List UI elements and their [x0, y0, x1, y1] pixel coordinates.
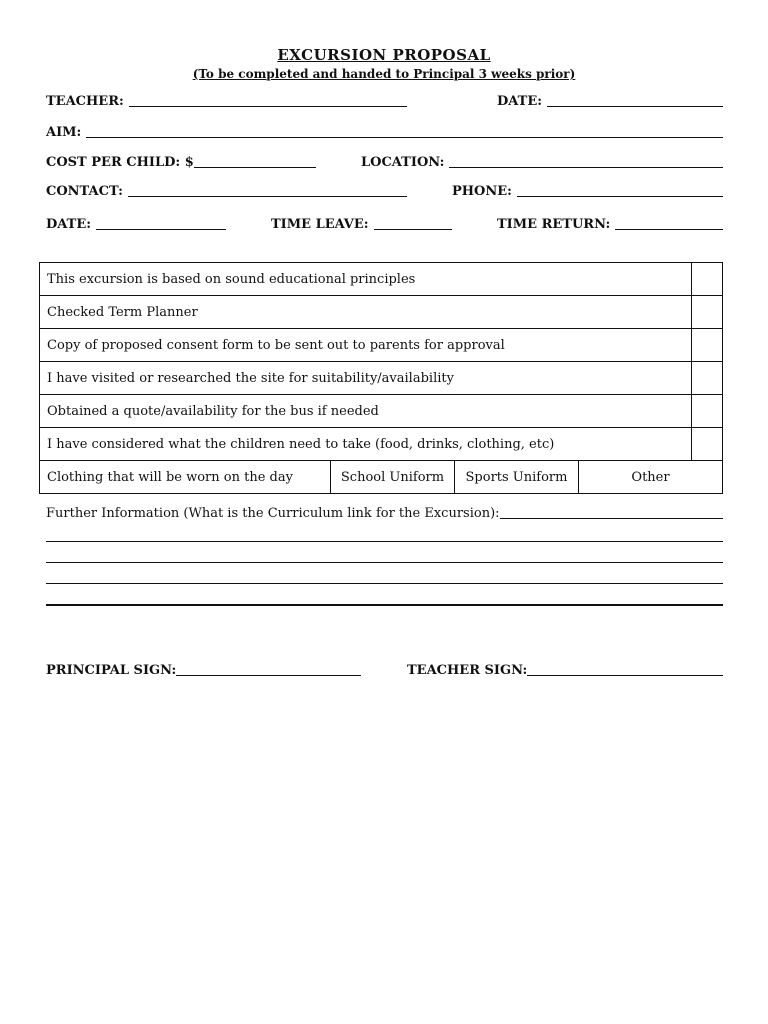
- contact-line[interactable]: [128, 184, 407, 197]
- date-line[interactable]: [96, 217, 226, 230]
- clothing-label: Clothing that will be worn on the day: [40, 461, 331, 494]
- checklist-item: Checked Term Planner: [40, 296, 692, 329]
- option-school-uniform[interactable]: School Uniform: [331, 461, 455, 494]
- checkbox[interactable]: [692, 263, 723, 296]
- teacher-label: TEACHER:: [46, 94, 124, 109]
- date-field[interactable]: [46, 217, 226, 232]
- writing-line[interactable]: [46, 562, 723, 563]
- writing-line[interactable]: [46, 541, 723, 542]
- date-label: DATE:: [46, 217, 92, 232]
- clothing-row: [40, 461, 723, 494]
- checklist-row: [40, 395, 723, 428]
- time-leave-line[interactable]: [374, 217, 452, 230]
- location-label: LOCATION:: [361, 155, 445, 170]
- writing-line[interactable]: [46, 604, 723, 606]
- location-field[interactable]: [361, 155, 723, 170]
- checklist-row: [40, 362, 723, 395]
- option-sports-uniform[interactable]: Sports Uniform: [455, 461, 579, 494]
- cost-line[interactable]: [194, 155, 316, 168]
- time-return-line[interactable]: [615, 217, 723, 230]
- checkbox[interactable]: [692, 428, 723, 461]
- checklist-item: Copy of proposed consent form to be sent out to parents for approval: [40, 329, 692, 362]
- date-top-label: DATE:: [497, 94, 543, 109]
- aim-field[interactable]: [46, 125, 723, 140]
- further-info-field[interactable]: [46, 506, 723, 521]
- option-other[interactable]: Other: [579, 461, 723, 494]
- contact-field[interactable]: [46, 184, 407, 199]
- checklist-row: [40, 329, 723, 362]
- teacher-sign-field[interactable]: [407, 663, 723, 678]
- phone-line[interactable]: [517, 184, 723, 197]
- checklist-row: [40, 428, 723, 461]
- contact-label: CONTACT:: [46, 184, 123, 199]
- further-info-label: Further Information (What is the Curriculum link for the Excursion):: [46, 506, 500, 521]
- aim-line[interactable]: [86, 125, 723, 138]
- location-line[interactable]: [449, 155, 723, 168]
- checklist-row: [40, 296, 723, 329]
- form-subtitle: (To be completed and handed to Principal 3 weeks prior): [192, 67, 576, 81]
- date-top-line[interactable]: [547, 94, 723, 107]
- principal-sign-label: PRINCIPAL SIGN:: [46, 663, 177, 678]
- checklist-item: I have visited or researched the site for suitability/availability: [40, 362, 692, 395]
- checkbox[interactable]: [692, 395, 723, 428]
- checklist-table: [39, 262, 723, 494]
- phone-field[interactable]: [452, 184, 723, 199]
- principal-sign-field[interactable]: [46, 663, 361, 678]
- teacher-sign-line[interactable]: [527, 663, 723, 676]
- date-top-field[interactable]: [497, 94, 723, 109]
- checklist-item: I have considered what the children need to take (food, drinks, clothing, etc): [40, 428, 692, 461]
- time-return-field[interactable]: [497, 217, 723, 232]
- aim-label: AIM:: [46, 125, 82, 140]
- checkbox[interactable]: [692, 329, 723, 362]
- cost-label: COST PER CHILD: $: [46, 155, 194, 170]
- form-title: EXCURSION PROPOSAL: [277, 46, 491, 64]
- checklist-item: This excursion is based on sound educational principles: [40, 263, 692, 296]
- writing-line[interactable]: [46, 583, 723, 584]
- further-info-line[interactable]: [500, 506, 723, 519]
- time-leave-label: TIME LEAVE:: [271, 217, 369, 232]
- phone-label: PHONE:: [452, 184, 512, 199]
- checkbox[interactable]: [692, 296, 723, 329]
- checkbox[interactable]: [692, 362, 723, 395]
- principal-sign-line[interactable]: [176, 663, 361, 676]
- checklist-item: Obtained a quote/availability for the bus if needed: [40, 395, 692, 428]
- checklist-row: [40, 263, 723, 296]
- time-return-label: TIME RETURN:: [497, 217, 611, 232]
- teacher-line[interactable]: [129, 94, 407, 107]
- cost-field[interactable]: [46, 155, 316, 170]
- teacher-sign-label: TEACHER SIGN:: [407, 663, 528, 678]
- time-leave-field[interactable]: [271, 217, 452, 232]
- teacher-field[interactable]: [46, 94, 407, 109]
